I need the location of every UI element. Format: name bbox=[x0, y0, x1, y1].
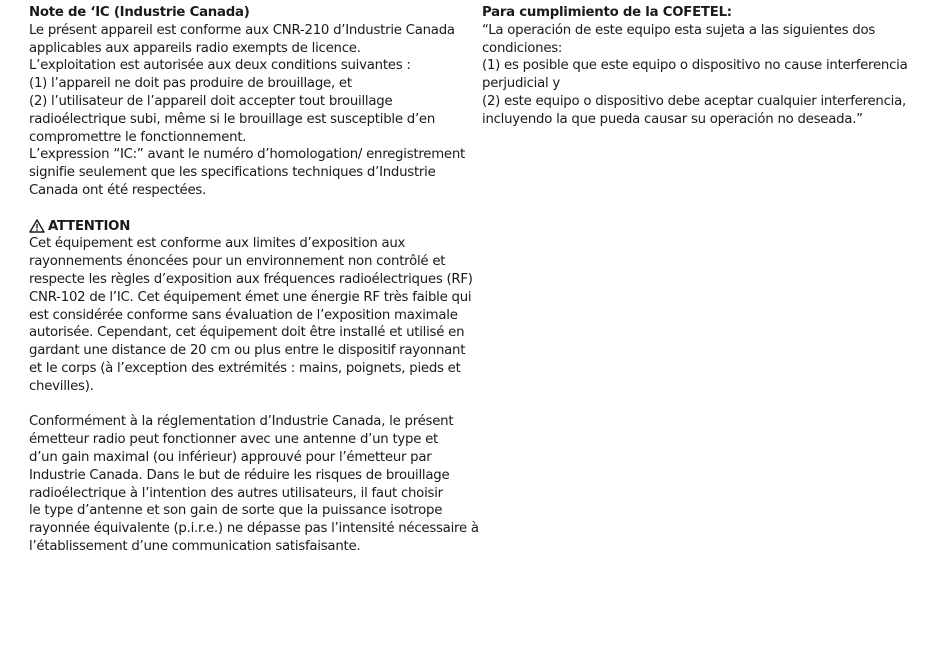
ic-note-line: signifie seulement que les specifications techniques d’Industrie bbox=[29, 165, 436, 181]
attention-body bbox=[29, 235, 473, 395]
antenna-note-line: émetteur radio peut fonctionner avec une antenne d’un type et bbox=[29, 432, 439, 448]
cofetel-heading: Para cumplimiento de la COFETEL: bbox=[482, 5, 732, 20]
antenna-note-line: Industrie Canada. Dans le but de réduire les risques de brouillage bbox=[29, 467, 450, 483]
cofetel-line: (2) este equipo o dispositivo debe aceptar cualquier interferencia, bbox=[482, 93, 906, 109]
attention-heading: ATTENTION bbox=[48, 218, 131, 234]
ic-note-line: Le présent appareil est conforme aux CNR-210 d’Industrie Canada bbox=[29, 22, 455, 38]
ic-note-line: (2) l’utilisateur de l’appareil doit accepter tout brouillage bbox=[29, 93, 393, 109]
ic-note-line: L’exploitation est autorisée aux deux conditions suivantes : bbox=[29, 58, 411, 74]
ic-note-line: Canada ont été respectées. bbox=[29, 182, 207, 198]
ic-note-line: L’expression “IC:” avant le numéro d’homologation/ enregistrement bbox=[29, 147, 465, 163]
antenna-note-line: d’un gain maximal (ou inférieur) approuvé pour l’émetteur par bbox=[29, 449, 432, 465]
cofetel-line: incluyendo la que pueda causar su operación no deseada.” bbox=[482, 111, 863, 127]
antenna-note-line: rayonnée équivalente (p.i.r.e.) ne dépasse pas l’intensité nécessaire à bbox=[29, 521, 479, 537]
attention-line: rayonnements énoncées pour un environnement non contrôlé et bbox=[29, 254, 446, 270]
ic-note-body bbox=[29, 22, 465, 200]
cofetel-line: “La operación de este equipo esta sujeta a las siguientes dos bbox=[482, 22, 876, 38]
ic-note-line: radioélectrique subi, même si le brouillage est susceptible d’en bbox=[29, 111, 436, 127]
attention-line: respecte les règles d’exposition aux fréquences radioélectriques (RF) bbox=[29, 271, 473, 287]
antenna-note-line: Conformément à la réglementation d’Industrie Canada, le présent bbox=[29, 414, 454, 430]
antenna-note-body bbox=[29, 413, 479, 555]
attention-line: gardant une distance de 20 cm ou plus entre le dispositif rayonnant bbox=[29, 343, 466, 359]
attention-line: CNR-102 de l’IC. Cet équipement émet une énergie RF très faible qui bbox=[29, 289, 472, 305]
attention-line: et le corps (à l’exception des extrémités : mains, poignets, pieds et bbox=[29, 360, 461, 376]
cofetel-line: perjudicial y bbox=[482, 76, 561, 92]
section-gap bbox=[29, 200, 461, 218]
antenna-note-line: l’établissement d’une communication satisfaisante. bbox=[29, 538, 361, 554]
antenna-note-line: radioélectrique à l’intention des autres utilisateurs, il faut choisir bbox=[29, 485, 443, 501]
attention-line: autorisée. Cependant, cet équipement doit être installé et utilisé en bbox=[29, 325, 465, 341]
right-column bbox=[482, 4, 922, 129]
attention-line: est considérée conforme sans évaluation de l’exposition maximale bbox=[29, 307, 458, 323]
ic-note-line: compromettre le fonctionnement. bbox=[29, 129, 247, 145]
cofetel-line: condiciones: bbox=[482, 40, 563, 56]
left-column bbox=[29, 4, 479, 556]
ic-note-line: (1) l’appareil ne doit pas produire de brouillage, et bbox=[29, 76, 352, 92]
ic-note-line: applicables aux appareils radio exempts de licence. bbox=[29, 40, 361, 56]
attention-heading-row bbox=[29, 218, 461, 236]
cofetel-body bbox=[482, 22, 922, 129]
cofetel-line: (1) es posible que este equipo o dispositivo no cause interferencia bbox=[482, 58, 908, 74]
antenna-note-line: le type d’antenne et son gain de sorte que la puissance isotrope bbox=[29, 503, 443, 519]
warning-triangle-icon bbox=[29, 219, 45, 233]
attention-line: Cet équipement est conforme aux limites d’exposition aux bbox=[29, 236, 406, 252]
section-gap bbox=[29, 396, 461, 414]
attention-line: chevilles). bbox=[29, 378, 94, 394]
ic-note-heading: Note de ‘IC (Industrie Canada) bbox=[29, 5, 250, 20]
